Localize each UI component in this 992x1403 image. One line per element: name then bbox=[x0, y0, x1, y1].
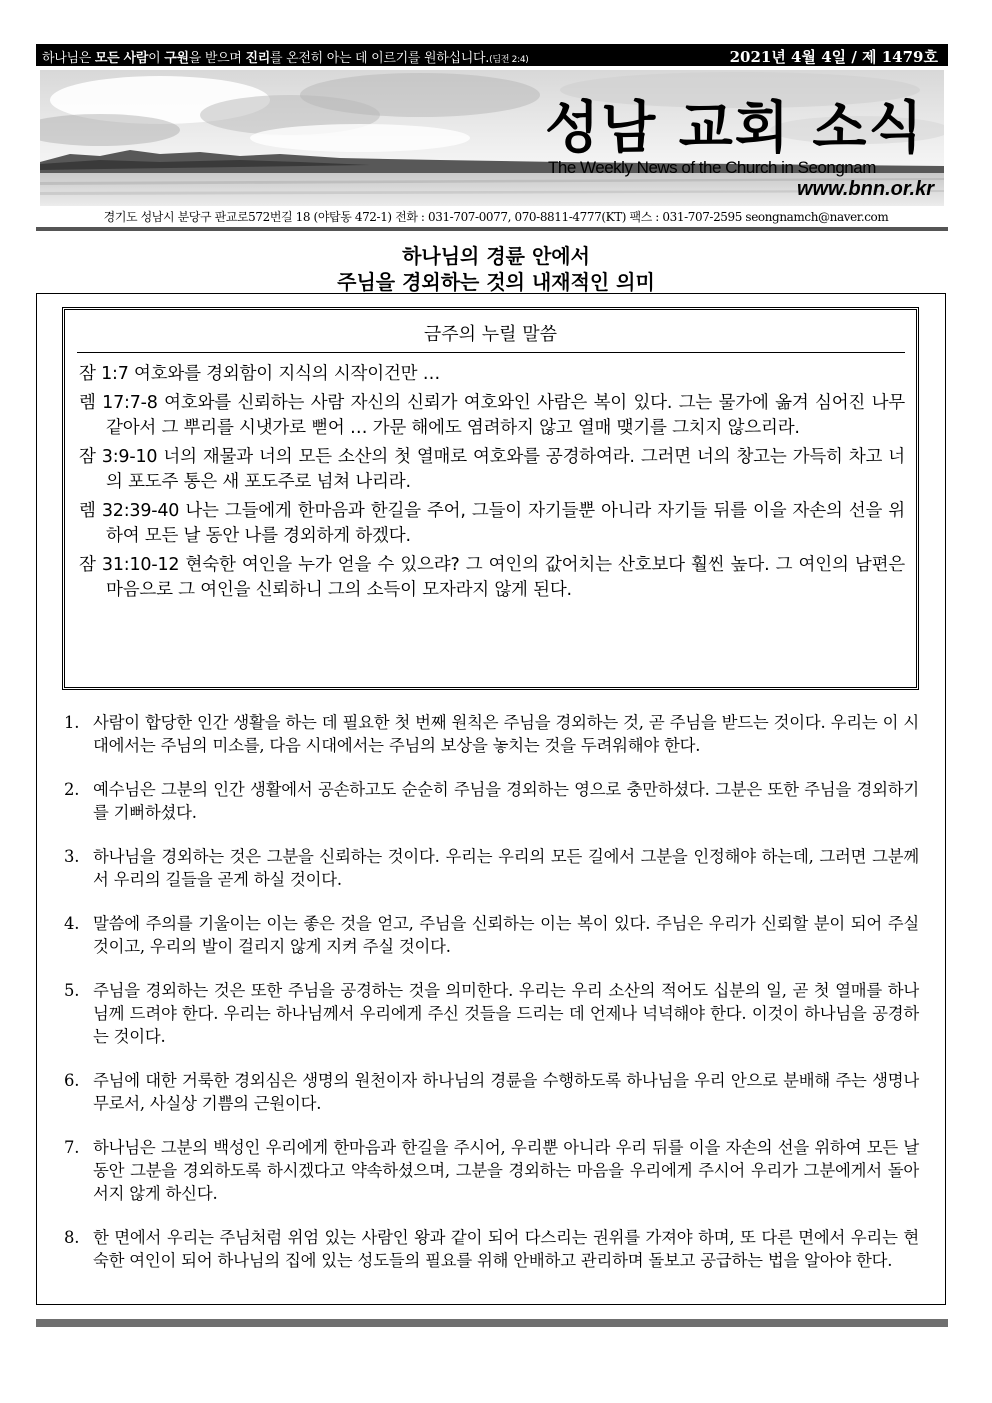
verse-emphasis: 모든 사람 bbox=[94, 51, 149, 66]
footer-divider bbox=[36, 1319, 948, 1327]
verse-text: 하나님은 bbox=[42, 51, 95, 66]
outline-point bbox=[64, 979, 919, 1048]
headline-line-1: 하나님의 경륜 안에서 bbox=[402, 244, 590, 268]
header-verse bbox=[42, 47, 528, 66]
outline-point bbox=[64, 845, 919, 891]
point-number: 4. bbox=[64, 914, 80, 933]
verse-list bbox=[79, 362, 905, 607]
point-number: 2. bbox=[64, 780, 80, 799]
point-number: 8. bbox=[64, 1228, 80, 1247]
point-text: 하나님을 경외하는 것은 그분을 신뢰하는 것이다. 우리는 우리의 모든 길에서 그분을 인정해야 하는데, 그러면 그분께서 우리의 길들을 곧게 하실 것이다. bbox=[93, 847, 919, 889]
verse-item: 렘 17:7-8 여호와를 신뢰하는 사람 자신의 신뢰가 여호와인 사람은 복이 있다. 그는 물가에 옮겨 심어진 나무 같아서 그 뿌리를 시냇가로 뻗어 … 가문 해에도 염려하지 않고 열매 맺기를 그치지 않으리라. bbox=[79, 393, 905, 438]
point-number: 7. bbox=[64, 1138, 80, 1157]
verse-box-heading: 금주의 누릴 말씀 bbox=[423, 324, 558, 345]
church-address: 경기도 성남시 분당구 판교로572번길 18 (야탑동 472-1) 전화 : 031-707-0077, 070-8811-4777(KT) 팩스 : 031-707-2595 seongnamch@naver.com bbox=[103, 210, 889, 224]
outline-point bbox=[64, 1069, 919, 1115]
newsletter-subtitle: The Weekly News of the Church in Seongnam bbox=[548, 158, 876, 177]
point-text: 예수님은 그분의 인간 생활에서 공손하고도 순순히 주님을 경외하는 영으로 충만하셨다. 그분은 또한 주님을 경외하기를 기뻐하셨다. bbox=[93, 780, 919, 822]
verse-item: 잠 1:7 여호와를 경외함이 지식의 시작이건만 … bbox=[79, 364, 441, 384]
verse-emphasis: 진리 bbox=[245, 51, 270, 66]
point-text: 주님을 경외하는 것은 또한 주님을 공경하는 것을 의미한다. 우리는 우리 소산의 적어도 십분의 일, 곧 첫 열매를 하나님께 드려야 한다. 우리는 하나님께서 우리에게 주신 것들을 드리는 데 언제나 넉넉해야 한다. 이것이 하나님을 공경하는 것이다. bbox=[93, 981, 919, 1046]
outline-point bbox=[64, 1226, 919, 1272]
verse-text: 을 받으며 bbox=[188, 51, 246, 66]
divider bbox=[36, 227, 948, 231]
outline-point bbox=[64, 912, 919, 958]
point-number: 6. bbox=[64, 1071, 80, 1090]
verse-box bbox=[62, 307, 919, 690]
newsletter-title: 성남 교회 소식 bbox=[545, 95, 925, 161]
header-bar bbox=[36, 44, 948, 66]
verse-text: 이 bbox=[148, 51, 165, 66]
verse-item: 잠 3:9-10 너의 재물과 너의 모든 소산의 첫 열매로 여호와를 공경하여라. 그러면 너의 창고는 가득히 차고 너의 포도주 통은 새 포도주로 넘쳐 나리라. bbox=[79, 447, 905, 492]
outline-point bbox=[64, 711, 919, 757]
outline-point bbox=[64, 778, 919, 824]
divider bbox=[77, 352, 905, 353]
verse-item: 렘 32:39-40 나는 그들에게 한마음과 한길을 주어, 그들이 자기들뿐 아니라 자기들 뒤를 이을 자손의 선을 위하여 모든 날 동안 나를 경외하게 하겠다. bbox=[79, 501, 905, 546]
verse-item: 잠 31:10-12 현숙한 여인을 누가 얻을 수 있으랴? 그 여인의 값어치는 산호보다 훨씬 높다. 그 여인의 남편은 마음으로 그 여인을 신뢰하니 그의 소득이 모자라지 않게 된다. bbox=[79, 555, 905, 600]
point-number: 3. bbox=[64, 847, 80, 866]
point-text: 하나님은 그분의 백성인 우리에게 한마음과 한길을 주시어, 우리뿐 아니라 우리 뒤를 이을 자손의 선을 위하여 모든 날 동안 그분을 경외하도록 하시겠다고 약속하셨으며, 그분을 경외하는 마음을 우리에게 주시어 우리가 그분에게서 돌아서지 않게 하신다. bbox=[93, 1138, 919, 1203]
verse-emphasis: 구원 bbox=[164, 51, 189, 66]
point-number: 1. bbox=[64, 713, 80, 732]
masthead-banner bbox=[40, 70, 944, 206]
website-link[interactable]: www.bnn.or.kr bbox=[796, 178, 934, 200]
outline-points bbox=[64, 711, 919, 1293]
headline-line-2: 주님을 경외하는 것의 내재적인 의미 bbox=[337, 270, 655, 294]
point-text: 말씀에 주의를 기울이는 이는 좋은 것을 얻고, 주님을 신뢰하는 이는 복이 있다. 주님은 우리가 신뢰할 분이 되어 주실 것이고, 우리의 발이 걸리지 않게 지켜 주실 것이다. bbox=[93, 914, 919, 956]
issue-date: 2021년 4월 4일 / 제 1479호 bbox=[729, 48, 938, 66]
verse-reference: (딤전 2:4) bbox=[489, 55, 529, 65]
point-text: 주님에 대한 거룩한 경외심은 생명의 원천이자 하나님의 경륜을 수행하도록 하나님을 우리 안으로 분배해 주는 생명나무로서, 사실상 기쁨의 근원이다. bbox=[93, 1071, 919, 1113]
verse-text: 를 온전히 아는 데 이르기를 원하십니다. bbox=[270, 51, 490, 66]
point-text: 한 면에서 우리는 주님처럼 위엄 있는 사람인 왕과 같이 되어 다스리는 권위를 가져야 하며, 또 다른 면에서 우리는 현숙한 여인이 되어 하나님의 집에 있는 성도들의 필요를 위해 안배하고 관리하며 돌보고 공급하는 법을 알아야 한다. bbox=[93, 1228, 919, 1270]
outline-point bbox=[64, 1136, 919, 1205]
point-text: 사람이 합당한 인간 생활을 하는 데 필요한 첫 번째 원칙은 주님을 경외하는 것, 곧 주님을 받드는 것이다. 우리는 이 시대에서는 주님의 미소를, 다음 시대에서는 주님의 보상을 놓치는 것을 두려워해야 한다. bbox=[93, 713, 919, 755]
point-number: 5. bbox=[64, 981, 80, 1000]
